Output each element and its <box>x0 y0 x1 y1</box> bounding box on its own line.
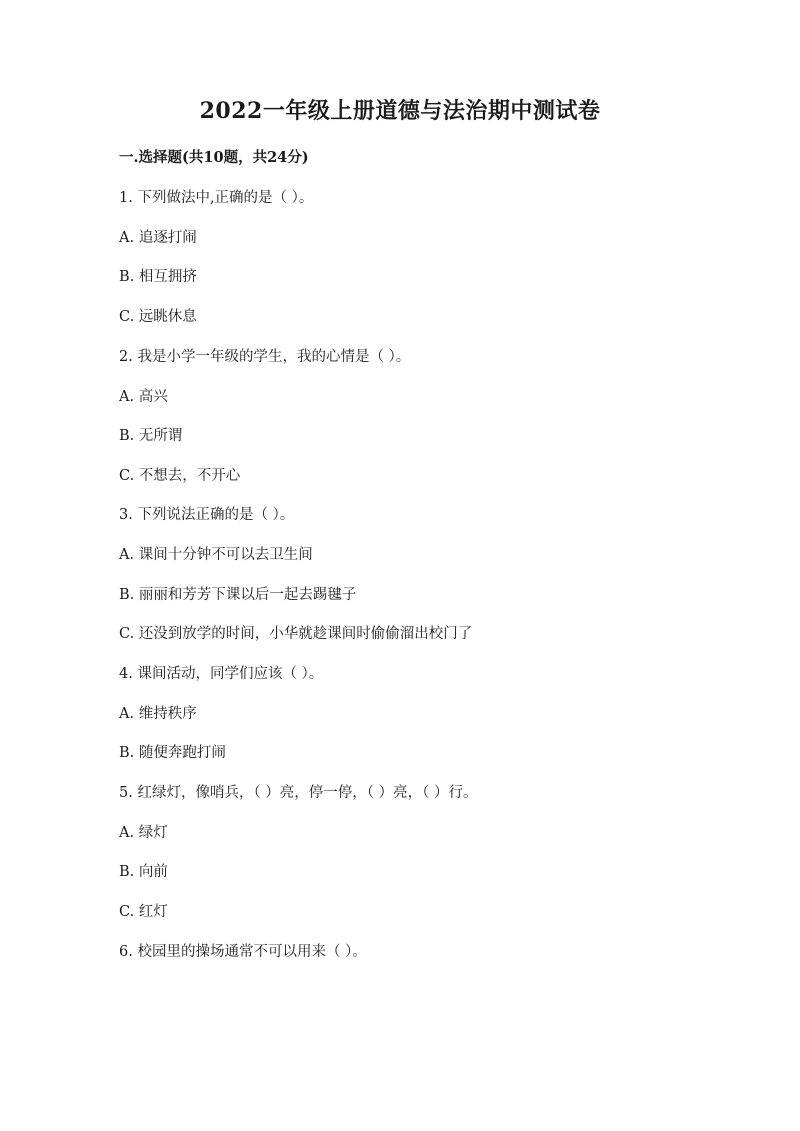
question-4-stem: 4. 课间活动，同学们应该（ ）。 <box>119 666 324 682</box>
question-2-option-b: B. 无所谓 <box>119 428 183 444</box>
question-6-stem: 6. 校园里的操场通常不可以用来（ ）。 <box>119 944 367 960</box>
question-5-option-a: A. 绿灯 <box>119 825 168 841</box>
page-title: 2022一年级上册道德与法治期中测试卷 <box>199 98 601 124</box>
question-1-stem: 1. 下列做法中,正确的是（ ）。 <box>119 190 314 206</box>
question-3-stem: 3. 下列说法正确的是（ ）。 <box>119 507 295 523</box>
section-heading: 一.选择题(共10题，共24分) <box>119 149 309 166</box>
question-2-stem: 2. 我是小学一年级的学生，我的心情是（ ）。 <box>119 349 411 365</box>
question-2-option-c: C. 不想去，不开心 <box>119 468 241 484</box>
question-5-option-c: C. 红灯 <box>119 904 168 920</box>
question-3-option-b: B. 丽丽和芳芳下课以后一起去踢毽子 <box>119 587 357 603</box>
question-1-option-c: C. 远眺休息 <box>119 309 197 325</box>
question-4-option-b: B. 随便奔跑打闹 <box>119 745 226 761</box>
question-3-option-a: A. 课间十分钟不可以去卫生间 <box>119 547 313 563</box>
question-2-option-a: A. 高兴 <box>119 389 168 405</box>
question-1-option-b: B. 相互拥挤 <box>119 269 197 285</box>
question-3-option-c: C. 还没到放学的时间，小华就趁课间时偷偷溜出校门了 <box>119 626 473 642</box>
question-1-option-a: A. 追逐打闹 <box>119 230 197 246</box>
question-4-option-a: A. 维持秩序 <box>119 706 197 722</box>
question-5-stem: 5. 红绿灯，像哨兵，（ ）亮，停一停，（ ）亮，（ ）行。 <box>119 785 478 801</box>
question-5-option-b: B. 向前 <box>119 864 168 880</box>
